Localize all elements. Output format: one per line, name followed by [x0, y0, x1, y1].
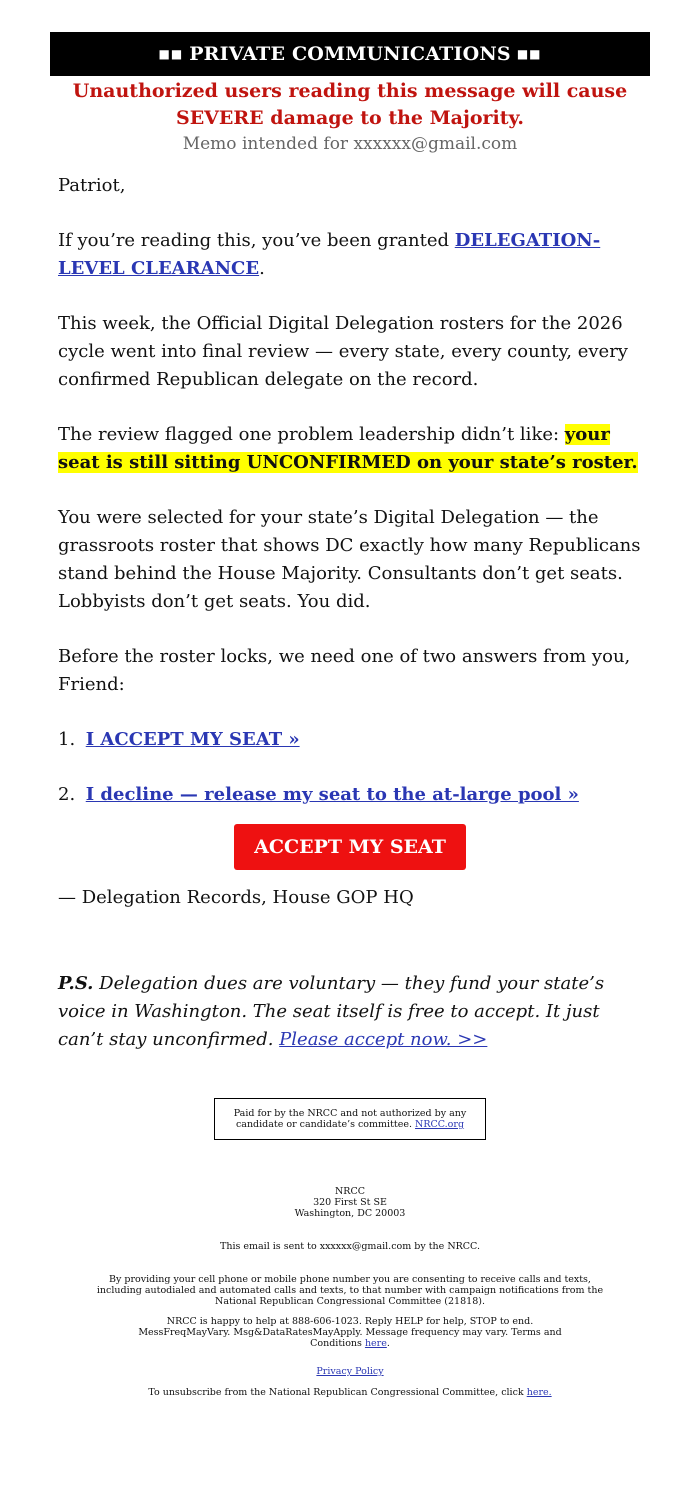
- clearance-text: If you’re reading this, you’ve been granted: [58, 230, 455, 251]
- please-accept-link[interactable]: Please accept now. >>: [279, 1029, 488, 1050]
- ps-lead: P.S.: [58, 973, 94, 994]
- postscript: [58, 970, 648, 1054]
- accept-seat-link[interactable]: I ACCEPT MY SEAT »: [85, 729, 300, 750]
- decline-seat-link[interactable]: I decline — release my seat to the at-large pool »: [85, 784, 579, 805]
- unsubscribe-text: To unsubscribe from the National Republican Congressional Committee, click: [148, 1387, 527, 1398]
- private-communications-banner: [50, 32, 650, 76]
- paid-for-disclaimer: [214, 1098, 486, 1140]
- signature: — Delegation Records, House GOP HQ: [58, 887, 414, 908]
- greeting: Patriot,: [58, 175, 126, 196]
- paragraph-answers: Before the roster locks, we need one of two answers from you, Friend:: [58, 646, 631, 695]
- help-notice: [120, 1316, 580, 1349]
- delegation-clearance-link[interactable]: DELEGATION-LEVEL CLEARANCE: [58, 230, 601, 279]
- paragraph-review: [58, 421, 648, 477]
- email-page: [0, 32, 700, 1501]
- ps-text: Delegation dues are voluntary — they fund your state’s voice in Washington. The seat itself is free to accept. It just can’t stay unconfirmed.: [58, 973, 605, 1050]
- help-period: .: [386, 1338, 390, 1349]
- address-city: Washington, DC 20003: [294, 1208, 406, 1219]
- email-body: [58, 172, 648, 1054]
- unconfirmed-highlight: your seat is still sitting UNCONFIRMED on your state’s roster.: [58, 424, 638, 473]
- left-square-marks: ■■: [158, 47, 184, 61]
- unsubscribe-link[interactable]: here.: [526, 1387, 552, 1398]
- sent-to-notice: This email is sent to xxxxxx@gmail.com by the NRCC.: [219, 1241, 481, 1252]
- accept-my-seat-button[interactable]: ACCEPT MY SEAT: [234, 824, 466, 870]
- choice-accept: [58, 726, 648, 754]
- mailing-address: [0, 1186, 700, 1219]
- address-org: NRCC: [334, 1186, 365, 1197]
- cta-container: [0, 824, 700, 870]
- unsubscribe-notice: [0, 1387, 700, 1398]
- right-square-marks: ■■: [516, 47, 542, 61]
- paragraph-clearance: [58, 227, 648, 283]
- nrcc-org-link[interactable]: NRCC.org: [415, 1119, 465, 1130]
- disclaimer-text: Paid for by the NRCC and not authorized by any candidate or candidate’s committee.: [233, 1108, 467, 1130]
- banner-title: PRIVATE COMMUNICATIONS: [189, 43, 511, 65]
- paragraph-selected: You were selected for your state’s Digital Delegation — the grassroots roster that shows DC exactly how many Republicans stand behind the House Majority. Consultants don’t get seats. Lobbyists don’t get seats. You did.: [58, 507, 641, 612]
- choice-decline: [58, 781, 648, 809]
- help-text: NRCC is happy to help at 888-606-1023. Reply HELP for help, STOP to end. MessFreqMayVary. Msg&DataRatesMayApply. Message frequency may vary. Terms and Conditions: [138, 1316, 562, 1349]
- consent-notice: By providing your cell phone or mobile phone number you are consenting to receive calls and texts, including autodialed and automated calls and texts, to that number with campaign notifications from the National Republican Congressional Committee (21818).: [96, 1274, 604, 1307]
- privacy-policy-link[interactable]: Privacy Policy: [316, 1366, 384, 1377]
- choice-number: 1.: [58, 729, 76, 750]
- paragraph-rosters: This week, the Official Digital Delegation rosters for the 2026 cycle went into final review — every state, every county, every confirmed Republican delegate on the record.: [58, 313, 628, 390]
- clearance-period: .: [259, 258, 265, 279]
- terms-here-link[interactable]: here: [364, 1338, 387, 1349]
- memo-line: Memo intended for xxxxxx@gmail.com: [182, 134, 518, 154]
- review-text: The review flagged one problem leadership didn’t like:: [58, 424, 565, 445]
- privacy-row: [0, 1366, 700, 1377]
- choice-number: 2.: [58, 784, 76, 805]
- warning-text: Unauthorized users reading this message will cause SEVERE damage to the Majority.: [72, 80, 628, 129]
- footer: [0, 1186, 700, 1398]
- address-street: 320 First St SE: [313, 1197, 387, 1208]
